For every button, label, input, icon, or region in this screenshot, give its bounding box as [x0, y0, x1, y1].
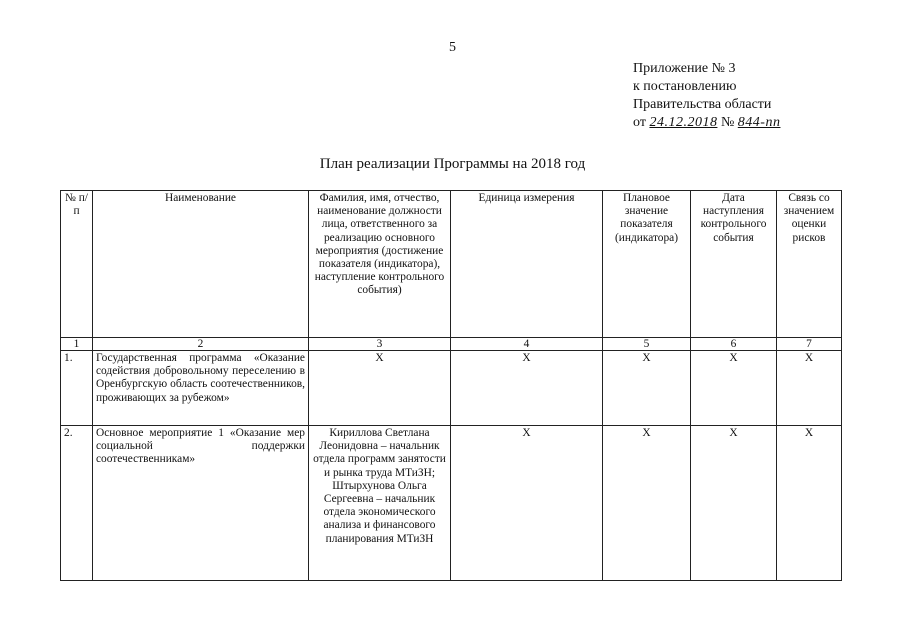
header-cell-number: № п/п — [61, 191, 93, 338]
row-plan-value: Х — [603, 426, 691, 581]
header-cell-risk: Связь со значением оценки рисков — [777, 191, 842, 338]
header-cell-responsible: Фамилия, имя, отчество, наименование должности лица, ответственного за реализацию основного мероприятия (достижение показателя (индикатора), наступление контрольного события) — [309, 191, 451, 338]
column-number: 5 — [603, 338, 691, 351]
appendix-date-line — [633, 114, 893, 132]
row-responsible: Кириллова Светлана Леонидовна – начальник отдела программ занятости и рынка труда МТиЗН; Штырхунова Ольга Сергеевна – начальник отдела экономического анализа и финансового планирования МТиЗН — [309, 426, 451, 581]
header-cell-name: Наименование — [93, 191, 309, 338]
row-unit: Х — [451, 351, 603, 426]
header-cell-unit: Единица измерения — [451, 191, 603, 338]
row-risk: Х — [777, 426, 842, 581]
row-plan-value: Х — [603, 351, 691, 426]
handwritten-number: 844-пп — [737, 115, 781, 130]
plan-table — [60, 190, 842, 581]
column-number: 6 — [691, 338, 777, 351]
column-number: 3 — [309, 338, 451, 351]
handwritten-date: 24.12.2018 — [649, 115, 718, 130]
column-number: 2 — [93, 338, 309, 351]
row-date: Х — [691, 426, 777, 581]
row-name: Государственная программа «Оказание содействия добровольному переселению в Оренбургскую область соотечественников, проживающих за рубежом» — [93, 351, 309, 426]
page-number: 5 — [449, 40, 456, 55]
date-prefix: от — [633, 115, 646, 130]
row-date: Х — [691, 351, 777, 426]
row-number: 1. — [61, 351, 93, 426]
table-header-row — [61, 191, 842, 338]
appendix-block — [633, 60, 893, 132]
appendix-line-1: Приложение № 3 — [633, 61, 736, 76]
row-number: 2. — [61, 426, 93, 581]
number-sign: № — [720, 115, 735, 130]
table-row — [61, 426, 842, 581]
row-responsible: Х — [309, 351, 451, 426]
column-number: 1 — [61, 338, 93, 351]
row-name: Основное мероприятие 1 «Оказание мер социальной поддержки соотечественникам» — [93, 426, 309, 581]
appendix-line-3: Правительства области — [633, 97, 772, 112]
column-number: 7 — [777, 338, 842, 351]
appendix-line-2: к постановлению — [633, 79, 737, 94]
document-title: План реализации Программы на 2018 год — [319, 156, 586, 172]
row-risk: Х — [777, 351, 842, 426]
row-unit: Х — [451, 426, 603, 581]
header-cell-plan-value: Плановое значение показателя (индикатора) — [603, 191, 691, 338]
column-number-row — [61, 338, 842, 351]
header-cell-date: Дата наступления контрольного события — [691, 191, 777, 338]
table-row — [61, 351, 842, 426]
column-number: 4 — [451, 338, 603, 351]
